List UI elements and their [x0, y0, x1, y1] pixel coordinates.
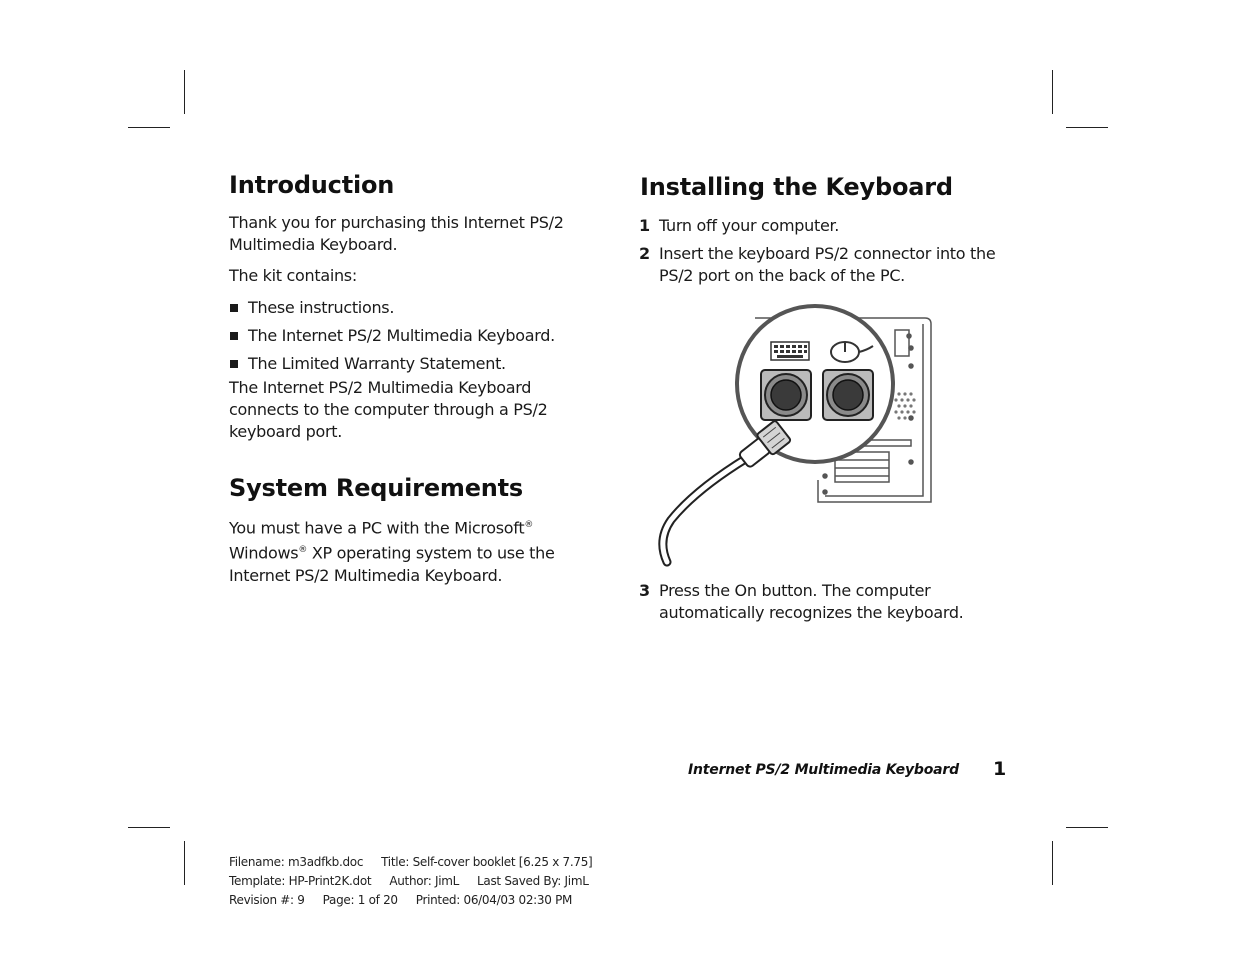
right-column — [640, 172, 1010, 287]
intro-paragraph: Thank you for purchasing this Internet PS/2 Multimedia Keyboard. — [229, 213, 564, 254]
footer-title: Internet PS/2 Multimedia Keyboard — [688, 762, 959, 778]
connection-paragraph: The Internet PS/2 Multimedia Keyboard connects to the computer through a PS/2 keyboard port. — [229, 378, 548, 441]
meta-filename: Filename: m3adfkb.doc — [229, 855, 364, 869]
vent-grille-icon — [894, 392, 915, 419]
mouse-ps2-port — [823, 370, 873, 420]
crop-mark-top-right-v — [1052, 70, 1053, 114]
system-requirements-heading: System Requirements — [229, 474, 524, 502]
meta-last-saved: Last Saved By: JimL — [477, 874, 589, 888]
step-item: 3 Press the On button. The computer automatically recognizes the keyboard. — [639, 581, 964, 622]
step-number: 3 — [639, 581, 650, 600]
system-requirements-paragraph: You must have a PC with the Microsoft® Windows® XP operating system to use the Internet PS/2 Multimedia Keyboard. — [229, 518, 555, 585]
registered-mark: ® — [298, 545, 308, 556]
step-3-container — [640, 580, 1010, 624]
crop-mark-bottom-right-v — [1052, 841, 1053, 885]
left-column — [229, 170, 569, 587]
meta-printed: Printed: 06/04/03 02:30 PM — [415, 893, 573, 907]
installing-heading: Installing the Keyboard — [640, 173, 953, 201]
meta-title: Title: Self-cover booklet [6.25 x 7.75] — [381, 855, 593, 869]
crop-mark-bottom-right-h — [1066, 827, 1108, 828]
registered-mark: ® — [524, 520, 534, 530]
meta-author: Author: JimL — [389, 874, 460, 888]
bullet-square-icon — [230, 304, 238, 312]
crop-mark-bottom-left-v — [184, 841, 185, 885]
crop-mark-top-right-h — [1066, 127, 1108, 128]
list-item: These instructions. — [229, 297, 569, 319]
ps2-connection-illustration — [655, 300, 935, 572]
step-item: 1 Turn off your computer. — [639, 216, 840, 235]
page-number: 1 — [993, 758, 1007, 780]
bullet-square-icon — [230, 332, 238, 340]
crop-mark-top-left-h — [128, 127, 170, 128]
keyboard-ps2-port — [761, 370, 811, 420]
install-steps — [640, 215, 1010, 287]
step-item: 2 Insert the keyboard PS/2 connector into the PS/2 port on the back of the PC. — [639, 244, 996, 285]
keyboard-icon — [771, 342, 809, 360]
step-number: 1 — [639, 216, 650, 235]
list-item: The Limited Warranty Statement. — [229, 353, 569, 375]
meta-page: Page: 1 of 20 — [322, 893, 398, 907]
introduction-heading: Introduction — [229, 171, 395, 199]
crop-mark-bottom-left-h — [128, 827, 170, 828]
crop-mark-top-left-v — [184, 70, 185, 114]
list-item: The Internet PS/2 Multimedia Keyboard. — [229, 325, 569, 347]
meta-revision: Revision #: 9 — [229, 893, 305, 907]
bullet-square-icon — [230, 360, 238, 368]
step-number: 2 — [639, 244, 650, 263]
kit-list — [229, 297, 569, 375]
kit-contains-label: The kit contains: — [229, 266, 357, 285]
meta-template: Template: HP-Print2K.dot — [229, 874, 372, 888]
ps2-cable-icon — [663, 458, 747, 562]
document-metadata — [229, 853, 610, 910]
